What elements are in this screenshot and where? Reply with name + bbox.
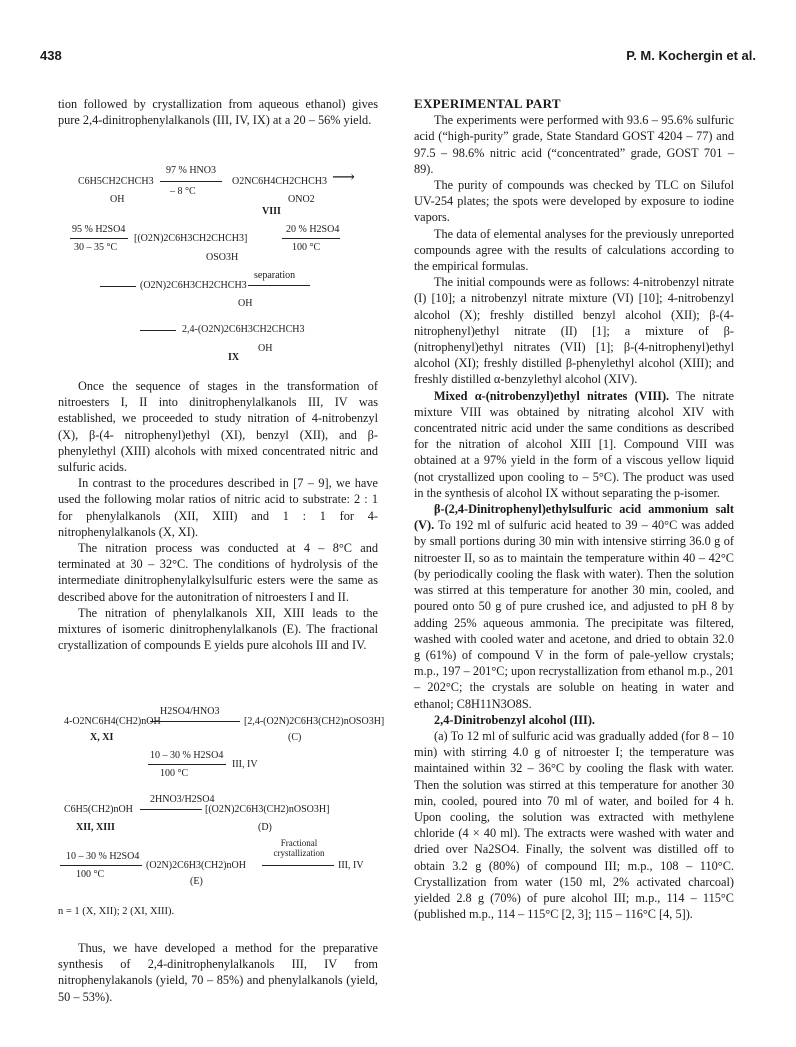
scheme-text: ONO2 — [288, 194, 315, 205]
scheme-label: IX — [228, 352, 240, 363]
paragraph: Thus, we have developed a method for the preparative synthesis of 2,4-dinitrophenylalkanols III, IV from nitrophenylakanols (yield, 70 – 85%) and phenylalkanols (yield, 50 – 53%). — [58, 941, 378, 1004]
scheme-label: X, XI — [90, 732, 114, 743]
reaction-arrow — [140, 330, 176, 331]
scheme-text: 100 °C — [160, 768, 189, 779]
scheme-text: III, IV — [232, 759, 258, 770]
scheme-text: (O2N)2C6H3CH2CHCH3 — [140, 280, 247, 291]
section-heading: EXPERIMENTAL PART — [414, 96, 561, 111]
scheme-text: 100 °C — [76, 869, 105, 880]
paragraph — [414, 501, 734, 712]
paragraph: The initial compounds were as follows: 4-nitrobenzyl nitrate (I) [10]; a nitrobenzyl nitrate mixture (VI) [10]; 4-nitrobenzyl alcohol (X); freshly distilled benzyl alcohol (XII); β-(4-nitrophenyl)ethyl nitrate (II) [1]; a mixture of β-(nitrophenyl)ethyl nitrates (VII) [1]; β-(4-nitrophenyl)ethyl alcohol (XI); freshly distilled β-phenylethyl alcohol (XIII); and freshly distilled α-benzylethyl alcohol (XIV). — [414, 275, 734, 387]
page-number: 438 — [40, 48, 62, 63]
right-column — [414, 96, 734, 922]
left-column — [58, 96, 378, 128]
paragraph: The experiments were performed with 93.6 – 95.6% sulfuric acid (“high-purity” grade, State Standard GOST 4204 – 77) and 97.5 – 98.6% nitric acid (“concentrated” grade, GOST 701 – 89). — [414, 113, 734, 176]
scheme-label: (E) — [190, 876, 203, 887]
scheme-text: C6H5(CH2)nOH — [64, 804, 133, 815]
reaction-arrow — [160, 181, 222, 182]
paragraph — [414, 388, 734, 501]
subsection-title-text: 2,4-Dinitrobenzyl alcohol (III). — [434, 712, 596, 727]
reaction-arrow — [100, 286, 136, 287]
reaction-arrow — [70, 238, 128, 239]
scheme-text: 10 – 30 % H2SO4 — [150, 750, 224, 761]
paragraph: In contrast to the procedures described in [7 – 9], we have used the following molar ratios of nitric acid to substrate: 2 : 1 for phenylalkanols (XII, XIII) and 1 : 1 for 4-nitrophenylalkanols (X, XI). — [58, 476, 378, 539]
paragraph-body: The nitrate mixture VIII was obtained by nitrating alcohol XIV with concentrated nitric acid under the same conditions as described for the nitration of alcohol XIII [1]. Compound VIII was obtained at a 97% yield in the form of a viscous yellow liquid (not crystallized upon cooling to – 5°C). The product was used in the synthesis of alcohol IX without separating the p-isomer. — [414, 388, 734, 500]
paragraph: (a) To 12 ml of sulfuric acid was gradually added (for 8 – 10 min) with stirring 4.0 g of nitroester I; the temperature was maintained within 32 – 36°C by cooling the flask with water. Then the solution was stirred at this temperature for another 30 min, cooled, poured into 70 ml of water, and boiled for 4 h. Upon cooling, the solution was extracted with methylene chloride (4 × 40 ml). The extracts were washed with water and dried over Na2SO4. Finally, the solvent was distilled off to obtain 3.2 g (80%) of compound III; m.p., 108 – 110°C. Crystallization from water (150 ml, 2% activated charcoal) yielded 2.8 g (70%) of pure alcohol III; m.p., 114 – 115°C (published m.p., 114 – 115°C [2, 3]; 115 – 116°C [4, 5]). — [414, 728, 734, 922]
scheme-text: 4-O2NC6H4(CH2)nOH — [64, 716, 161, 727]
scheme-text: 97 % HNO3 — [166, 165, 216, 176]
scheme-text: H2SO4/HNO3 — [160, 706, 220, 717]
reaction-arrow — [60, 865, 142, 866]
scheme-text: separation — [254, 270, 296, 281]
scheme-text: OH — [238, 298, 253, 309]
subsection-title: β-(2,4-Dinitrophenyl)ethylsulfuric acid ammonium salt (V). — [414, 502, 734, 533]
subsection-title: Mixed α-(nitrobenzyl)ethyl nitrates (VIII). — [434, 388, 670, 403]
scheme-text: [2,4-(O2N)2C6H3(CH2)nOSO3H] — [244, 716, 385, 727]
scheme-label: VIII — [262, 206, 281, 217]
reaction-arrow — [150, 721, 240, 722]
left-column-2 — [58, 378, 378, 653]
scheme-text: Fractional crystallization — [273, 838, 325, 858]
reaction-arrow — [140, 809, 202, 810]
scheme-text: 2HNO3/H2SO4 — [150, 794, 215, 805]
reaction-arrow — [148, 764, 226, 765]
running-header-authors: P. M. Kochergin et al. — [626, 48, 756, 63]
scheme-label: (C) — [288, 732, 302, 743]
scheme-text: [(O2N)2C6H3CH2CHCH3] — [134, 233, 248, 244]
reaction-arrow — [248, 285, 310, 286]
scheme-label: (D) — [258, 822, 272, 833]
scheme-text: OH — [258, 343, 273, 354]
scheme-text: O2NC6H4CH2CHCH3 — [232, 176, 328, 187]
scheme-text: 100 °C — [292, 242, 321, 253]
scheme-text: (O2N)2C6H3(CH2)nOH — [146, 860, 246, 871]
scheme-text: OSO3H — [206, 252, 239, 263]
paragraph: The purity of compounds was checked by TLC on Silufol UV-254 plates; the spots were developed by exposure to iodine vapors. — [414, 178, 734, 225]
scheme-text: – 8 °C — [170, 186, 196, 197]
scheme-text: C6H5CH2CHCH3 — [78, 176, 154, 187]
scheme-text: 2,4-(O2N)2C6H3CH2CHCH3 — [182, 324, 305, 335]
scheme-text: OH — [110, 194, 125, 205]
left-column-3 — [58, 940, 378, 1005]
paragraph: Once the sequence of stages in the transformation of nitroesters I, II into dinitrophenylalkanols III, IV was established, we proceeded to study nitration of 4-nitrobenzyl (X), β-(4- nitrophenyl)ethyl (XI), benzyl (XII), and β-phenylethyl (XIII) alcohols with mixed concentrated nitric and sulfuric acids. — [58, 379, 378, 475]
scheme-text: III, IV — [338, 860, 364, 871]
paragraph: tion followed by crystallization from aqueous ethanol) gives pure 2,4-dinitrophenylalkanols (III, IV, IX) at a 20 – 56% yield. — [58, 97, 378, 128]
subsection-title — [414, 712, 734, 728]
scheme-text: 30 – 35 °C — [74, 242, 118, 253]
reaction-arrow: ⟶ — [332, 169, 355, 186]
scheme-text: 10 – 30 % H2SO4 — [66, 851, 140, 862]
paragraph: The data of elemental analyses for the previously unreported compounds agree with the results of calculations according to the empirical formulas. — [414, 226, 734, 274]
scheme-text: 95 % H2SO4 — [72, 224, 126, 235]
reaction-arrow — [262, 865, 334, 866]
paragraph: The nitration of phenylalkanols XII, XIII leads to the mixtures of isomeric dinitrophenylalkanols (E). The fractional crystallization of compounds E yields pure alcohols III and IV. — [58, 605, 378, 653]
paragraph: The nitration process was conducted at 4 – 8°C and terminated at 30 – 32°C. The conditions of hydrolysis of the intermediate dinitrophenylalkylsulfuric esters were the same as described above for the autonitration of nitroesters I and II. — [58, 541, 378, 604]
scheme-footnote: n = 1 (X, XII); 2 (XI, XIII). — [58, 906, 175, 917]
scheme-text: 20 % H2SO4 — [286, 224, 340, 235]
reaction-arrow — [282, 238, 340, 239]
scheme-text: [(O2N)2C6H3(CH2)nOSO3H] — [205, 804, 330, 815]
scheme-label: XII, XIII — [76, 822, 115, 833]
paragraph-body: To 192 ml of sulfuric acid heated to 39 – 40°C was added by small portions during 30 min with intensive stirring 36.0 g of nitroester II, so as to maintain the temperature within 40 – 42°C (by periodically cooling the flask with water). Then the solution was stirred at this temperature for another 30 min, cooled, and poured onto 50 g of pure crushed ice, and adjusted to pH 8 by adding 25% aqueous ammonia. The precipitate was filtered, washed with cooled water and acetone, and dried to obtain 32.0 g (61%) of compound V in the form of pale-yellow crystals; m.p., 197 – 201°C; upon recrystallization from ethanol m.p., 201 – 202°C; the crystals are soluble on heating in water and ethanol; C8H11N3O8S. — [414, 518, 734, 711]
